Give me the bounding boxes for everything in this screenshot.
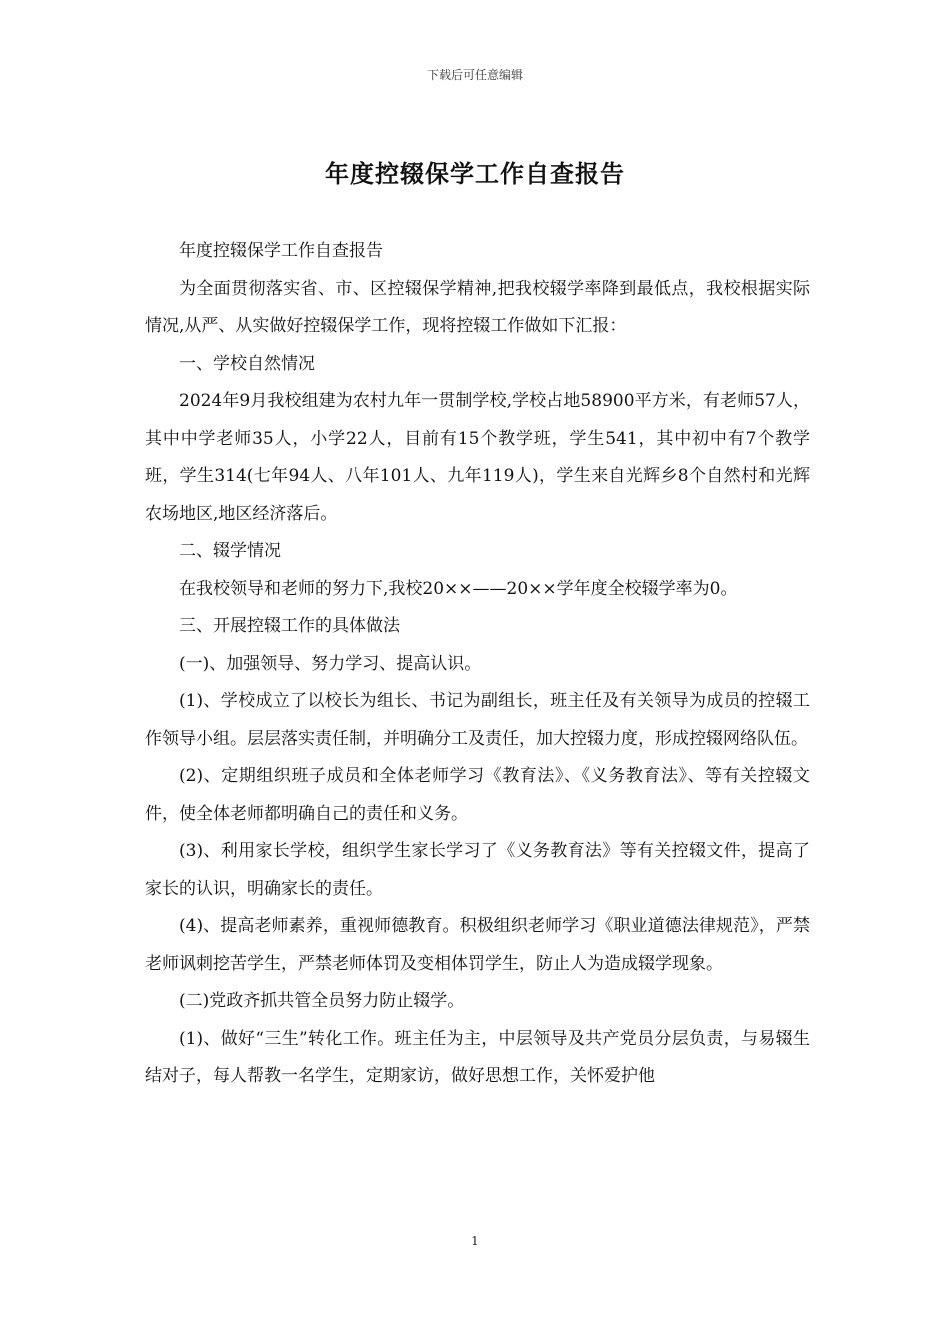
section-heading-2: 二、辍学情况 — [179, 541, 281, 561]
page-number: 1 — [471, 1234, 479, 1248]
paragraph-dropout-rate: 在我校领导和老师的努力下,我校20××——20××学年度全校辍学率为0。 — [179, 578, 738, 599]
paragraph-school-info: 2024年9月我校组建为农村九年一贯制学校,学校占地58900平方米，有老师57人，其中中学老师35人，小学22人，目前有15个教学班，学生541，其中初中有7个教学班，学生314(七年94人、八年101人、九年119人)，学生来自光辉乡8个自然村和光辉农场地区,地区经济落后。 — [145, 391, 810, 524]
paragraph-intro: 为全面贯彻落实省、市、区控辍保学精神,把我校辍学率降到最低点，我校根据实际情况,从严、从实做好控辍保学工作，现将控辍工作做如下汇报： — [145, 278, 810, 336]
paragraph-item-1: (1)、学校成立了以校长为组长、书记为副组长，班主任及有关领导为成员的控辍工作领导小组。层层落实责任制，并明确分工及责任，加大控辍力度，形成控辍网络队伍。 — [145, 691, 810, 749]
paragraph-item-2: (2)、定期组织班子成员和全体老师学习《教育法》、《义务教育法》、等有关控辍文件，使全体老师都明确自己的责任和义务。 — [145, 766, 810, 824]
subsection-heading-2: (二)党政齐抓共管全员努力防止辍学。 — [179, 991, 465, 1011]
paragraph-item-5: (1)、做好“三生”转化工作。班主任为主，中层领导及共产党员分层负责，与易辍生结对子，每人帮教一名学生，定期家访，做好思想工作，关怀爱护他 — [145, 1028, 810, 1086]
subsection-heading-1: (一)、加强领导、努力学习、提高认识。 — [179, 653, 482, 674]
section-heading-3: 三、开展控辍工作的具体做法 — [179, 616, 400, 636]
paragraph-item-3: (3)、利用家长学校，组织学生家长学习了《义务教育法》等有关控辍文件，提高了家长的认识，明确家长的责任。 — [145, 841, 810, 899]
document-title: 年度控辍保学工作自查报告 — [325, 159, 625, 188]
paragraph-subtitle: 年度控辍保学工作自查报告 — [179, 241, 383, 261]
section-heading-1: 一、学校自然情况 — [179, 353, 315, 374]
paragraph-item-4: (4)、提高老师素养，重视师德教育。积极组织老师学习《职业道德法律规范》，严禁老师讽刺挖苦学生，严禁老师体罚及变相体罚学生，防止人为造成辍学现象。 — [145, 916, 810, 974]
document-body — [145, 233, 810, 1096]
header-note: 下载后可任意编辑 — [426, 68, 523, 82]
